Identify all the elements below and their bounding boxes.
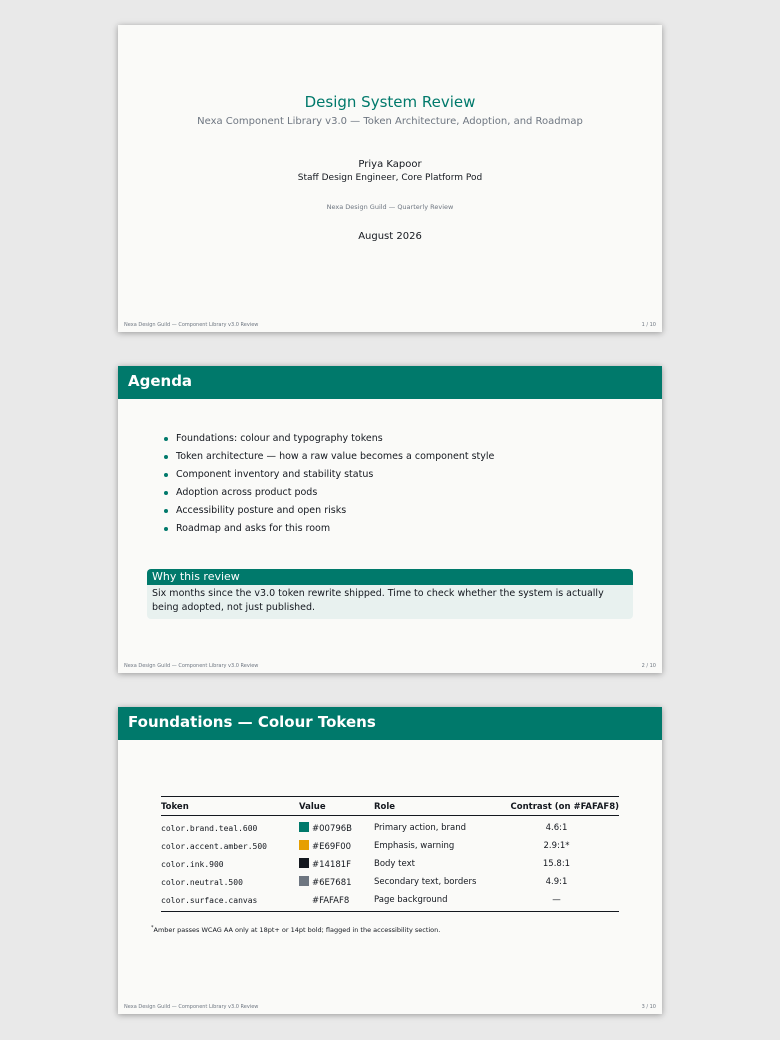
token-value: #FAFAF8 — [299, 891, 374, 912]
slide-title — [118, 25, 662, 332]
presentation-subtitle: Nexa Component Library v3.0 — Token Architecture, Adoption, and Roadmap — [197, 116, 583, 127]
table-row — [161, 837, 619, 855]
token-name: color.brand.teal.600 — [161, 823, 258, 833]
bullet-icon — [164, 509, 168, 513]
colour-swatch — [299, 822, 309, 832]
token-name: color.ink.900 — [161, 859, 224, 869]
institute: Nexa Design Guild — Quarterly Review — [326, 203, 454, 211]
bullet-icon — [164, 455, 168, 459]
header-contrast: Contrast (on #FAFAF8) — [494, 797, 619, 816]
token-value: #00796B — [299, 816, 374, 838]
token-table — [161, 796, 619, 912]
presentation-date: August 2026 — [358, 231, 422, 242]
list-item: Component inventory and stability status — [162, 466, 494, 484]
page-number: 1 / 10 — [641, 322, 656, 328]
table-row — [161, 891, 619, 912]
colour-swatch — [299, 858, 309, 868]
why-block — [147, 569, 633, 619]
bullet-icon — [164, 527, 168, 531]
header-role: Role — [374, 797, 494, 816]
table-row — [161, 855, 619, 873]
colour-swatch — [299, 840, 309, 850]
footer-text: Nexa Design Guild — Component Library v3.0 Review — [124, 663, 259, 669]
token-contrast: 15.8:1 — [542, 859, 571, 869]
token-value: #6E7681 — [299, 873, 374, 891]
table-footnote: *Amber passes WCAG AA only at 18pt+ or 14pt bold; flagged in the accessibility section. — [151, 925, 441, 935]
table-row — [161, 816, 619, 838]
token-name: color.surface.canvas — [161, 891, 299, 912]
token-role: Page background — [374, 891, 494, 912]
colour-swatch — [299, 894, 309, 904]
list-item: Accessibility posture and open risks — [162, 502, 494, 520]
slide-agenda — [118, 366, 662, 673]
list-item: Roadmap and asks for this room — [162, 520, 494, 538]
table-row — [161, 873, 619, 891]
token-value: #14181F — [299, 855, 374, 873]
block-body: Six months since the v3.0 token rewrite shipped. Time to check whether the system is actually being adopted, not just published. — [147, 585, 633, 619]
token-role: Secondary text, borders — [374, 877, 477, 887]
token-contrast: — — [494, 891, 619, 912]
bullet-icon — [164, 491, 168, 495]
token-contrast: 4.9:1 — [545, 877, 568, 887]
list-item: Foundations: colour and typography tokens — [162, 430, 494, 448]
author-role: Staff Design Engineer, Core Platform Pod — [297, 173, 483, 183]
footer-text: Nexa Design Guild — Component Library v3.0 Review — [124, 322, 259, 328]
table-header-row — [161, 797, 619, 816]
header-value: Value — [299, 797, 374, 816]
header-token: Token — [161, 797, 299, 816]
author-name: Priya Kapoor — [358, 159, 422, 170]
token-value: #E69F00 — [299, 837, 374, 855]
token-name: color.accent.amber.500 — [161, 841, 267, 851]
slide-colour-tokens — [118, 707, 662, 1014]
footer-text: Nexa Design Guild — Component Library v3.0 Review — [124, 1004, 259, 1010]
footnote-mark: * — [151, 925, 154, 931]
colour-swatch — [299, 876, 309, 886]
token-contrast: 4.6:1 — [545, 823, 568, 833]
list-item: Token architecture — how a raw value becomes a component style — [162, 448, 494, 466]
block-title: Why this review — [147, 569, 633, 585]
frame-title: Foundations — Colour Tokens — [118, 707, 662, 740]
bullet-icon — [164, 437, 168, 441]
agenda-list — [162, 430, 494, 538]
page-number: 3 / 10 — [641, 1004, 656, 1010]
presentation-title: Design System Review — [304, 93, 476, 111]
token-role: Emphasis, warning — [374, 841, 455, 851]
token-role: Primary action, brand — [374, 823, 466, 833]
frame-title: Agenda — [118, 366, 662, 399]
token-name: color.neutral.500 — [161, 877, 243, 887]
token-contrast: 2.9:1* — [543, 841, 570, 851]
list-item: Adoption across product pods — [162, 484, 494, 502]
page-number: 2 / 10 — [641, 663, 656, 669]
token-role: Body text — [374, 859, 415, 869]
bullet-icon — [164, 473, 168, 477]
